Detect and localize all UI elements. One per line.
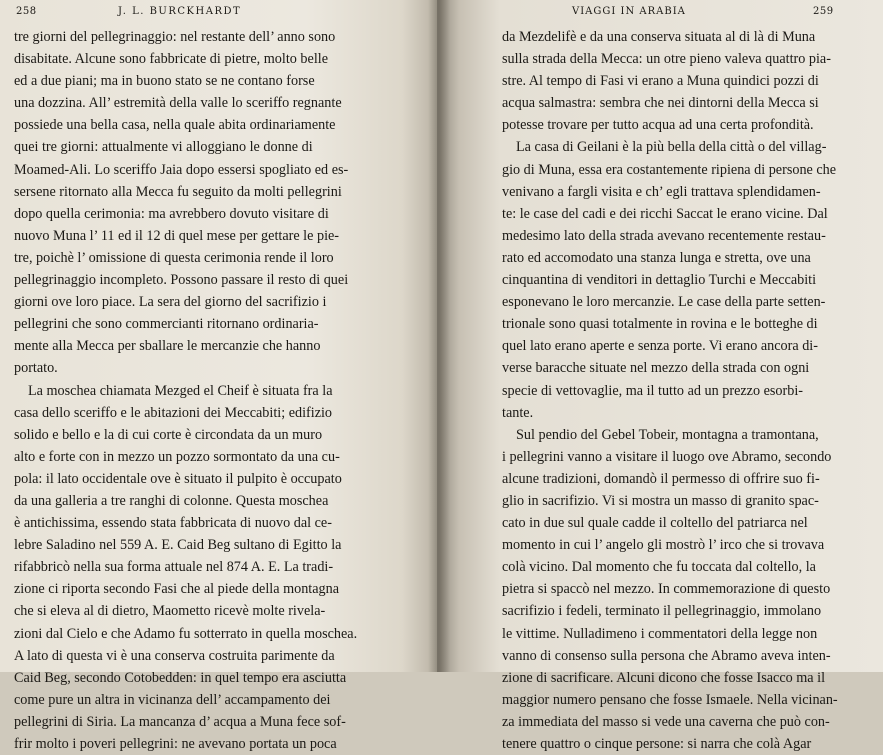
text-line: Caid Beg, secondo Cotobedden: in quel tempo era asciutta (14, 669, 347, 686)
text-line: potesse trovare per tutto acqua ad una certa profondità. (502, 117, 814, 134)
text-line: zione di sacrificare. Alcuni dicono che fosse Isacco ma il (502, 669, 826, 686)
text-line: sacrifizio i fedeli, terminato il pellegrinaggio, immolano (502, 603, 822, 620)
text-line: giorni ove loro piace. La sera del giorno del sacrifizio i (14, 294, 327, 311)
text-line: disabitate. Alcune sono fabbricate di pietre, molto belle (14, 51, 328, 68)
right-page (437, 0, 883, 752)
text-line: verse baracche situate nel mezzo della strada con ogni (502, 360, 810, 377)
text-line: quel lato erano aperte e senza porte. Vi erano ancora di- (502, 338, 818, 355)
text-line: mente alla Mecca per sballare le mercanzie che hanno (14, 338, 321, 355)
text-line: quei tre giorni: attualmente vi alloggiano le donne di (14, 139, 313, 156)
text-line: momento in cui l’ angelo gli mostrò l’ irco che si trovava (502, 537, 825, 554)
text-line: portato. (14, 360, 58, 377)
text-line: maggior numero pensano che fosse Ismaele. Nella vicinan- (502, 691, 838, 708)
text-line: vanno di consenso sulla persona che Abramo aveva inten- (502, 647, 831, 664)
text-line: alto e forte con in mezzo un pozzo sormontato da una cu- (14, 448, 340, 465)
text-line: tre, poichè l’ omissione di questa cerimonia rende il loro (14, 249, 334, 266)
text-line: da una galleria a tre ranghi di colonne. Questa moschea (14, 492, 329, 509)
text-line: cato in due sul quale cadde il coltello del patriarca nel (502, 515, 808, 532)
running-head: VIAGGI IN ARABIA (572, 6, 686, 17)
text-line: gio di Muna, essa era costantemente ripiena di persone che (502, 161, 837, 178)
text-line: tenere quattro o cinque persone: si narra che colà Agar (502, 736, 812, 752)
text-line: venivano a fargli visita e ch’ egli trattava splendidamen- (502, 183, 821, 200)
text-line: Sul pendio del Gebel Tobeir, montagna a tramontana, (516, 426, 819, 443)
text-line: da Mezdelifè e da una conserva situata al di là di Muna (502, 29, 816, 45)
text-line: sulla strada della Mecca: un otre pieno valeva quattro pia- (502, 51, 831, 68)
text-line: che si eleva al di dietro, Maometto ricevè molte rivela- (14, 603, 326, 620)
text-line: pietra si spaccò nel mezzo. In commemorazione di questo (502, 581, 831, 598)
text-line: rato ed accomodato una stanza lunga e stretta, ove una (502, 249, 811, 266)
text-line: come pure un altra in vicinanza dell’ accampamento dei (14, 691, 331, 708)
text-line: sersene ritornato alla Mecca fu seguito da molti pellegrini (14, 183, 342, 200)
left-page-text (14, 26, 378, 755)
text-line: pellegrinaggio incompleto. Possono passare il resto di quei (14, 272, 349, 289)
text-line: una dozzina. All’ estremità della valle lo sceriffo regnante (14, 95, 342, 112)
text-line: solido e bello e la di cui corte è circondata da un muro (14, 426, 323, 443)
text-line: colà vicino. Dal momento che fu toccata dal coltello, la (502, 559, 816, 576)
text-line: pola: il lato occidentale ove è situato il pulpito è occupato (14, 470, 342, 487)
text-line: nuovo Muna l’ 11 ed il 12 di quel mese per gettare le pie- (14, 227, 340, 244)
text-line: tante. (502, 404, 534, 421)
text-line: è antichissima, essendo stata fabbricata di nuovo dal ce- (14, 515, 332, 532)
text-line: frir molto i poveri pellegrini: ne avevano portata un poca (14, 736, 337, 752)
text-line: La moschea chiamata Mezged el Cheif è situata fra la (28, 382, 333, 399)
text-line: glio in sacrifizio. Vi si mostra un masso di granito spac- (502, 492, 819, 509)
text-line: casa dello sceriffo e le abitazioni dei Meccabiti; edifizio (14, 404, 333, 421)
text-line: i pellegrini vanno a visitare il luogo ove Abramo, secondo (502, 448, 832, 465)
text-line: pellegrini di Siria. La mancanza d’ acqua a Muna fece sof- (14, 713, 346, 730)
text-line: tre giorni del pellegrinaggio: nel restante dell’ anno sono (14, 29, 336, 45)
text-line: za immediata del masso si vede una caverna che può con- (502, 713, 830, 730)
text-line: zioni dal Cielo e che Adamo fu sotterrato in quella moschea. (14, 625, 358, 642)
text-line: lebre Saladino nel 559 A. E. Caid Beg sultano di Egitto la (14, 537, 342, 554)
text-line: le vittime. Nulladimeno i commentatori della legge non (502, 625, 818, 642)
text-line: rifabbricò nella sua forma attuale nel 874 A. E. La tradi- (14, 559, 334, 576)
text-line: possiede una bella casa, nella quale abita ordinariamente (14, 117, 336, 134)
left-page (0, 0, 437, 752)
page-number: 258 (16, 6, 37, 17)
text-line: stre. Al tempo di Fasi vi erano a Muna quindici pozzi di (502, 73, 819, 90)
page-number: 259 (813, 6, 834, 17)
text-line: dopo quella cerimonia: ma avrebbero dovuto visitare di (14, 205, 329, 222)
text-line: ed a due piani; ma in buono stato se ne contano forse (14, 73, 315, 90)
text-line: pellegrini che sono commercianti ritornano ordinaria- (14, 316, 319, 333)
text-line: acqua salmastra: sembra che nei dintorni della Mecca si (502, 95, 819, 112)
text-line: zione ci riporta secondo Fasi che al piede della montagna (14, 581, 340, 598)
text-line: A lato di questa vi è una conserva costruita parimente da (14, 647, 335, 664)
text-line: alcune tradizioni, domandò il permesso di offrire suo fi- (502, 470, 820, 487)
text-line: specie di vettovaglie, ma il tutto ad un prezzo esorbi- (502, 382, 803, 399)
text-line: esponevano le loro mercanzie. Le case della parte setten- (502, 294, 826, 311)
text-line: te: le case del cadi e dei ricchi Saccat le erano vicine. Dal (502, 205, 828, 222)
text-line: La casa di Geilani è la più bella della città o del villag- (516, 139, 827, 156)
running-head: J. L. BURCKHARDT (118, 6, 242, 17)
text-line: trionale sono quasi totalmente in rovina e le botteghe di (502, 316, 818, 333)
text-line: medesimo lato della strada avevano recentemente restau- (502, 227, 826, 244)
book-gutter (428, 0, 450, 672)
right-page-text (502, 26, 866, 755)
text-line: cinquantina di venditori in dettaglio Turchi e Meccabiti (502, 272, 817, 289)
text-line: Moamed-Ali. Lo sceriffo Jaia dopo essersi spogliato ed es- (14, 161, 349, 178)
